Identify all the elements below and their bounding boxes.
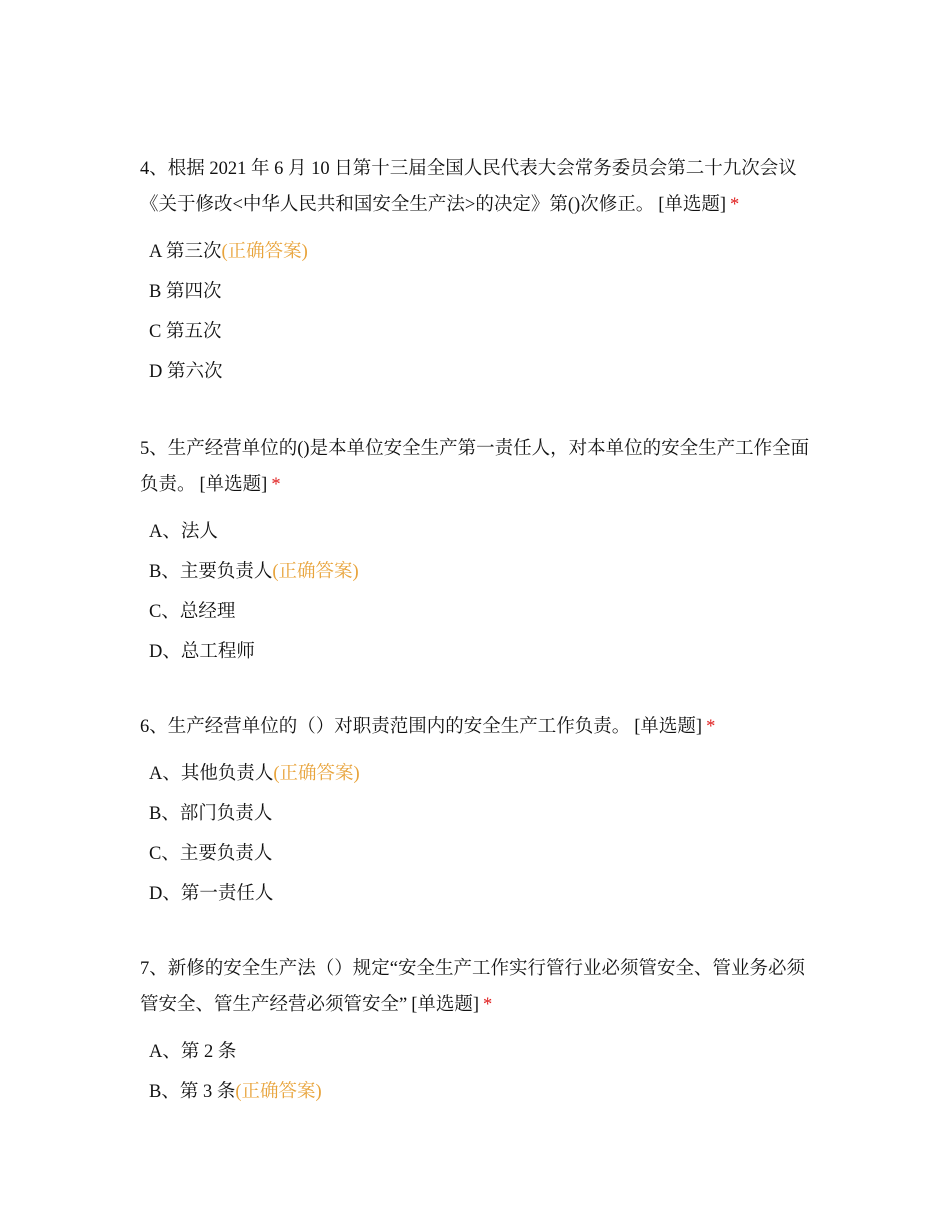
question-4 [140, 151, 820, 392]
correct-answer-note: (正确答案) [221, 242, 308, 262]
question-type-tag: [单选题] [199, 475, 268, 495]
option-label: B、主要负责人 [149, 562, 273, 582]
question-stem [140, 151, 820, 223]
option-list [140, 232, 820, 392]
question-stem [140, 431, 820, 503]
option-label: A、其他负责人 [149, 764, 274, 784]
option-d [140, 874, 820, 914]
option-a [140, 754, 820, 794]
option-b [140, 272, 820, 312]
option-label: A 第三次 [149, 242, 222, 262]
correct-answer-note: (正确答案) [235, 1082, 322, 1102]
question-text: 5、生产经营单位的()是本单位安全生产第一责任人，对本单位的安全生产工作全面负责。 [140, 439, 810, 495]
question-type-tag: [单选题] [634, 717, 703, 737]
question-text: 7、新修的安全生产法（）规定“安全生产工作实行管行业必须管安全、管业务必须管安全、管生产经营必须管安全” [140, 959, 805, 1015]
question-5 [140, 431, 820, 672]
question-stem [140, 951, 820, 1023]
question-stem [140, 709, 820, 745]
option-label: C、总经理 [149, 602, 236, 622]
option-label: A、法人 [149, 522, 218, 542]
option-label: D、第一责任人 [149, 884, 274, 904]
question-type-tag: [单选题] [411, 995, 480, 1015]
correct-answer-note: (正确答案) [273, 764, 360, 784]
option-label: B、第 3 条 [149, 1082, 236, 1102]
question-text: 6、生产经营单位的（）对职责范围内的安全生产工作负责。 [140, 717, 631, 737]
option-list [140, 754, 820, 914]
option-label: C 第五次 [149, 322, 222, 342]
required-marker: * [706, 717, 716, 737]
option-b [140, 1072, 820, 1112]
option-b [140, 794, 820, 834]
option-label: C、主要负责人 [149, 844, 273, 864]
option-c [140, 834, 820, 874]
question-type-tag: [单选题] [658, 195, 727, 215]
option-label: B 第四次 [149, 282, 222, 302]
option-label: A、第 2 条 [149, 1042, 237, 1062]
option-b [140, 552, 820, 592]
option-d [140, 352, 820, 392]
option-d [140, 632, 820, 672]
required-marker: * [730, 195, 740, 215]
option-label: B、部门负责人 [149, 804, 273, 824]
required-marker: * [483, 995, 493, 1015]
question-text: 4、根据 2021 年 6 月 10 日第十三届全国人民代表大会常务委员会第二十九次会议《关于修改<中华人民共和国安全生产法>的决定》第()次修正。 [140, 159, 797, 215]
required-marker: * [271, 475, 281, 495]
question-6 [140, 709, 820, 914]
correct-answer-note: (正确答案) [272, 562, 359, 582]
option-a [140, 232, 820, 272]
option-label: D 第六次 [149, 362, 223, 382]
option-list [140, 512, 820, 672]
option-c [140, 312, 820, 352]
option-c [140, 592, 820, 632]
option-list [140, 1032, 820, 1112]
option-label: D、总工程师 [149, 642, 255, 662]
option-a [140, 1032, 820, 1072]
option-a [140, 512, 820, 552]
question-7 [140, 951, 820, 1112]
